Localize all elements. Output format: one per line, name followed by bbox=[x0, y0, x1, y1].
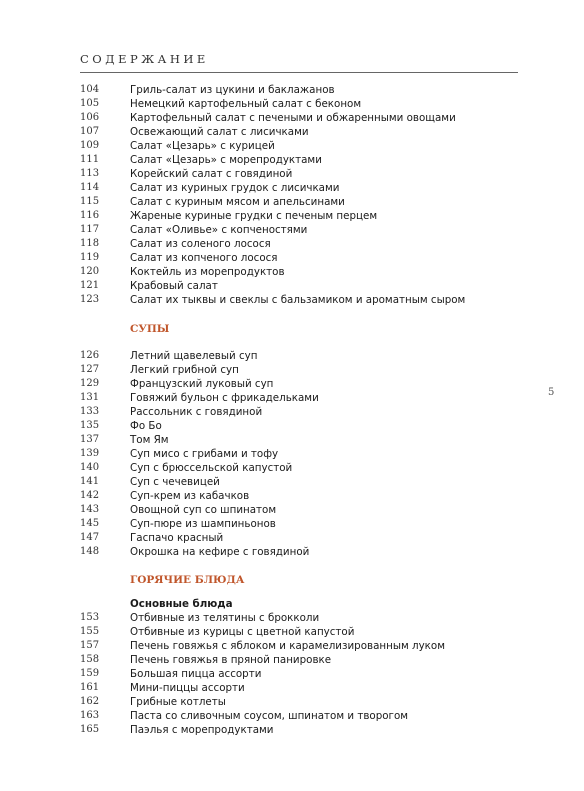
toc-entry-page: 107 bbox=[80, 126, 100, 137]
toc-entry bbox=[0, 419, 584, 433]
toc-entry-title: Суп-крем из кабачков bbox=[130, 490, 250, 502]
toc-entry-title: Салат «Оливье» с копченостями bbox=[130, 224, 308, 236]
toc-entry-page: 165 bbox=[80, 724, 100, 735]
toc-entry bbox=[0, 363, 584, 377]
toc-entry-page: 104 bbox=[80, 84, 100, 95]
toc-entry-page: 155 bbox=[80, 626, 100, 637]
toc-entry bbox=[0, 83, 584, 97]
toc-entry-page: 161 bbox=[80, 682, 100, 693]
toc-entry-title: Французский луковый суп bbox=[130, 378, 274, 390]
section-title-soups: СУПЫ bbox=[130, 323, 170, 335]
toc-entry-page: 137 bbox=[80, 434, 100, 445]
toc-entry-page: 105 bbox=[80, 98, 100, 109]
header-title: СОДЕРЖАНИЕ bbox=[80, 52, 209, 66]
toc-entry bbox=[0, 405, 584, 419]
toc-entry-page: 117 bbox=[80, 224, 100, 235]
toc-entry-title: Окрошка на кефире с говядиной bbox=[130, 546, 310, 558]
toc-entry-title: Овощной суп со шпинатом bbox=[130, 504, 277, 516]
toc-entry-title: Паэлья с морепродуктами bbox=[130, 724, 274, 736]
toc-entry-page: 116 bbox=[80, 210, 100, 221]
toc-entry-page: 109 bbox=[80, 140, 100, 151]
toc-entry-title: Салат их тыквы и свеклы с бальзамиком и ароматным сыром bbox=[130, 294, 466, 306]
toc-entry-page: 111 bbox=[80, 154, 100, 165]
toc-entry-title: Гаспачо красный bbox=[130, 532, 224, 544]
toc-entry-page: 162 bbox=[80, 696, 100, 707]
toc-entry-title: Картофельный салат с печеными и обжаренными овощами bbox=[130, 112, 456, 124]
toc-entry-title: Салат из соленого лосося bbox=[130, 238, 271, 250]
toc-entry-page: 123 bbox=[80, 294, 100, 305]
toc-entry bbox=[0, 97, 584, 111]
toc-entry-title: Освежающий салат с лисичками bbox=[130, 126, 309, 138]
toc-entry bbox=[0, 167, 584, 181]
toc-entry-title: Салат из куриных грудок с лисичками bbox=[130, 182, 340, 194]
toc-entry bbox=[0, 709, 584, 723]
toc-entry bbox=[0, 723, 584, 737]
toc-entry-page: 145 bbox=[80, 518, 100, 529]
toc-entry bbox=[0, 653, 584, 667]
toc-entry bbox=[0, 611, 584, 625]
toc-entry-title: Паста со сливочным соусом, шпинатом и творогом bbox=[130, 710, 409, 722]
salads-list bbox=[0, 83, 584, 307]
toc-entry-title: Корейский салат с говядиной bbox=[130, 168, 293, 180]
toc-entry-title: Рассольник с говядиной bbox=[130, 406, 263, 418]
toc-entry bbox=[0, 391, 584, 405]
toc-entry-title: Грибные котлеты bbox=[130, 696, 226, 708]
section-title-hot-dishes: ГОРЯЧИЕ БЛЮДА bbox=[130, 574, 245, 586]
toc-entry-page: 129 bbox=[80, 378, 100, 389]
toc-entry-page: 126 bbox=[80, 350, 100, 361]
toc-entry bbox=[0, 517, 584, 531]
toc-entry bbox=[0, 279, 584, 293]
toc-entry-title: Отбивные из курицы с цветной капустой bbox=[130, 626, 355, 638]
toc-entry-page: 121 bbox=[80, 280, 100, 291]
toc-entry-title: Суп мисо с грибами и тофу bbox=[130, 448, 279, 460]
toc-entry bbox=[0, 475, 584, 489]
toc-entry-title: Крабовый салат bbox=[130, 280, 218, 292]
toc-entry-title: Суп с брюссельской капустой bbox=[130, 462, 293, 474]
toc-entry-page: 163 bbox=[80, 710, 100, 721]
toc-entry-title: Легкий грибной суп bbox=[130, 364, 239, 376]
toc-entry-page: 113 bbox=[80, 168, 100, 179]
toc-entry bbox=[0, 251, 584, 265]
page-header bbox=[80, 48, 518, 73]
toc-entry bbox=[0, 461, 584, 475]
toc-entry bbox=[0, 489, 584, 503]
subsection-title-main-dishes: Основные блюда bbox=[130, 598, 233, 610]
toc-entry-page: 119 bbox=[80, 252, 100, 263]
toc-entry-title: Печень говяжья с яблоком и карамелизированным луком bbox=[130, 640, 445, 652]
toc-entry-page: 147 bbox=[80, 532, 100, 543]
toc-entry-page: 142 bbox=[80, 490, 100, 501]
toc-entry-page: 148 bbox=[80, 546, 100, 557]
toc-entry-title: Том Ям bbox=[130, 434, 169, 446]
table-of-contents bbox=[0, 83, 584, 737]
toc-entry bbox=[0, 639, 584, 653]
toc-entry-title: Летний щавелевый суп bbox=[130, 350, 258, 362]
toc-entry-title: Печень говяжья в пряной панировке bbox=[130, 654, 332, 666]
toc-entry-title: Салат «Цезарь» с курицей bbox=[130, 140, 275, 152]
toc-entry-title: Гриль-салат из цукини и баклажанов bbox=[130, 84, 335, 96]
toc-entry-title: Мини-пиццы ассорти bbox=[130, 682, 245, 694]
toc-entry-title: Салат из копченого лосося bbox=[130, 252, 278, 264]
toc-entry bbox=[0, 503, 584, 517]
toc-entry bbox=[0, 545, 584, 559]
toc-entry bbox=[0, 695, 584, 709]
toc-entry-title: Салат «Цезарь» с морепродуктами bbox=[130, 154, 322, 166]
toc-entry bbox=[0, 153, 584, 167]
toc-entry-page: 153 bbox=[80, 612, 100, 623]
toc-entry-title: Большая пицца ассорти bbox=[130, 668, 262, 680]
toc-entry bbox=[0, 349, 584, 363]
toc-entry-page: 127 bbox=[80, 364, 100, 375]
toc-entry bbox=[0, 667, 584, 681]
toc-entry bbox=[0, 209, 584, 223]
toc-entry bbox=[0, 377, 584, 391]
toc-entry bbox=[0, 125, 584, 139]
toc-entry-page: 143 bbox=[80, 504, 100, 515]
toc-entry bbox=[0, 139, 584, 153]
toc-entry bbox=[0, 195, 584, 209]
toc-entry bbox=[0, 265, 584, 279]
toc-entry bbox=[0, 223, 584, 237]
toc-entry-page: 131 bbox=[80, 392, 100, 403]
toc-entry-page: 106 bbox=[80, 112, 100, 123]
toc-entry-page: 139 bbox=[80, 448, 100, 459]
toc-entry-page: 140 bbox=[80, 462, 100, 473]
toc-entry-title: Суп с чечевицей bbox=[130, 476, 220, 488]
toc-entry-title: Коктейль из морепродуктов bbox=[130, 266, 285, 278]
toc-entry-page: 120 bbox=[80, 266, 100, 277]
toc-entry-title: Суп-пюре из шампиньонов bbox=[130, 518, 276, 530]
toc-entry-page: 159 bbox=[80, 668, 100, 679]
toc-entry-page: 157 bbox=[80, 640, 100, 651]
toc-entry bbox=[0, 531, 584, 545]
toc-entry-title: Фо Бо bbox=[130, 420, 162, 432]
toc-entry bbox=[0, 625, 584, 639]
toc-entry-page: 114 bbox=[80, 182, 100, 193]
toc-entry bbox=[0, 433, 584, 447]
toc-entry-title: Салат с куриным мясом и апельсинами bbox=[130, 196, 345, 208]
toc-entry-page: 158 bbox=[80, 654, 100, 665]
toc-entry bbox=[0, 181, 584, 195]
toc-entry-page: 133 bbox=[80, 406, 100, 417]
toc-entry-title: Немецкий картофельный салат с беконом bbox=[130, 98, 362, 110]
toc-entry-page: 135 bbox=[80, 420, 100, 431]
toc-entry bbox=[0, 111, 584, 125]
toc-entry-page: 115 bbox=[80, 196, 100, 207]
hot-dishes-list bbox=[0, 611, 584, 737]
page-number: 5 bbox=[548, 387, 555, 398]
toc-entry-title: Говяжий бульон с фрикадельками bbox=[130, 392, 319, 404]
toc-entry bbox=[0, 447, 584, 461]
toc-entry bbox=[0, 237, 584, 251]
toc-entry-title: Отбивные из телятины с брокколи bbox=[130, 612, 320, 624]
soups-list bbox=[0, 349, 584, 559]
toc-entry bbox=[0, 293, 584, 307]
toc-entry-title: Жареные куриные грудки с печеным перцем bbox=[130, 210, 378, 222]
toc-entry-page: 118 bbox=[80, 238, 100, 249]
toc-entry-page: 141 bbox=[80, 476, 100, 487]
toc-entry bbox=[0, 681, 584, 695]
